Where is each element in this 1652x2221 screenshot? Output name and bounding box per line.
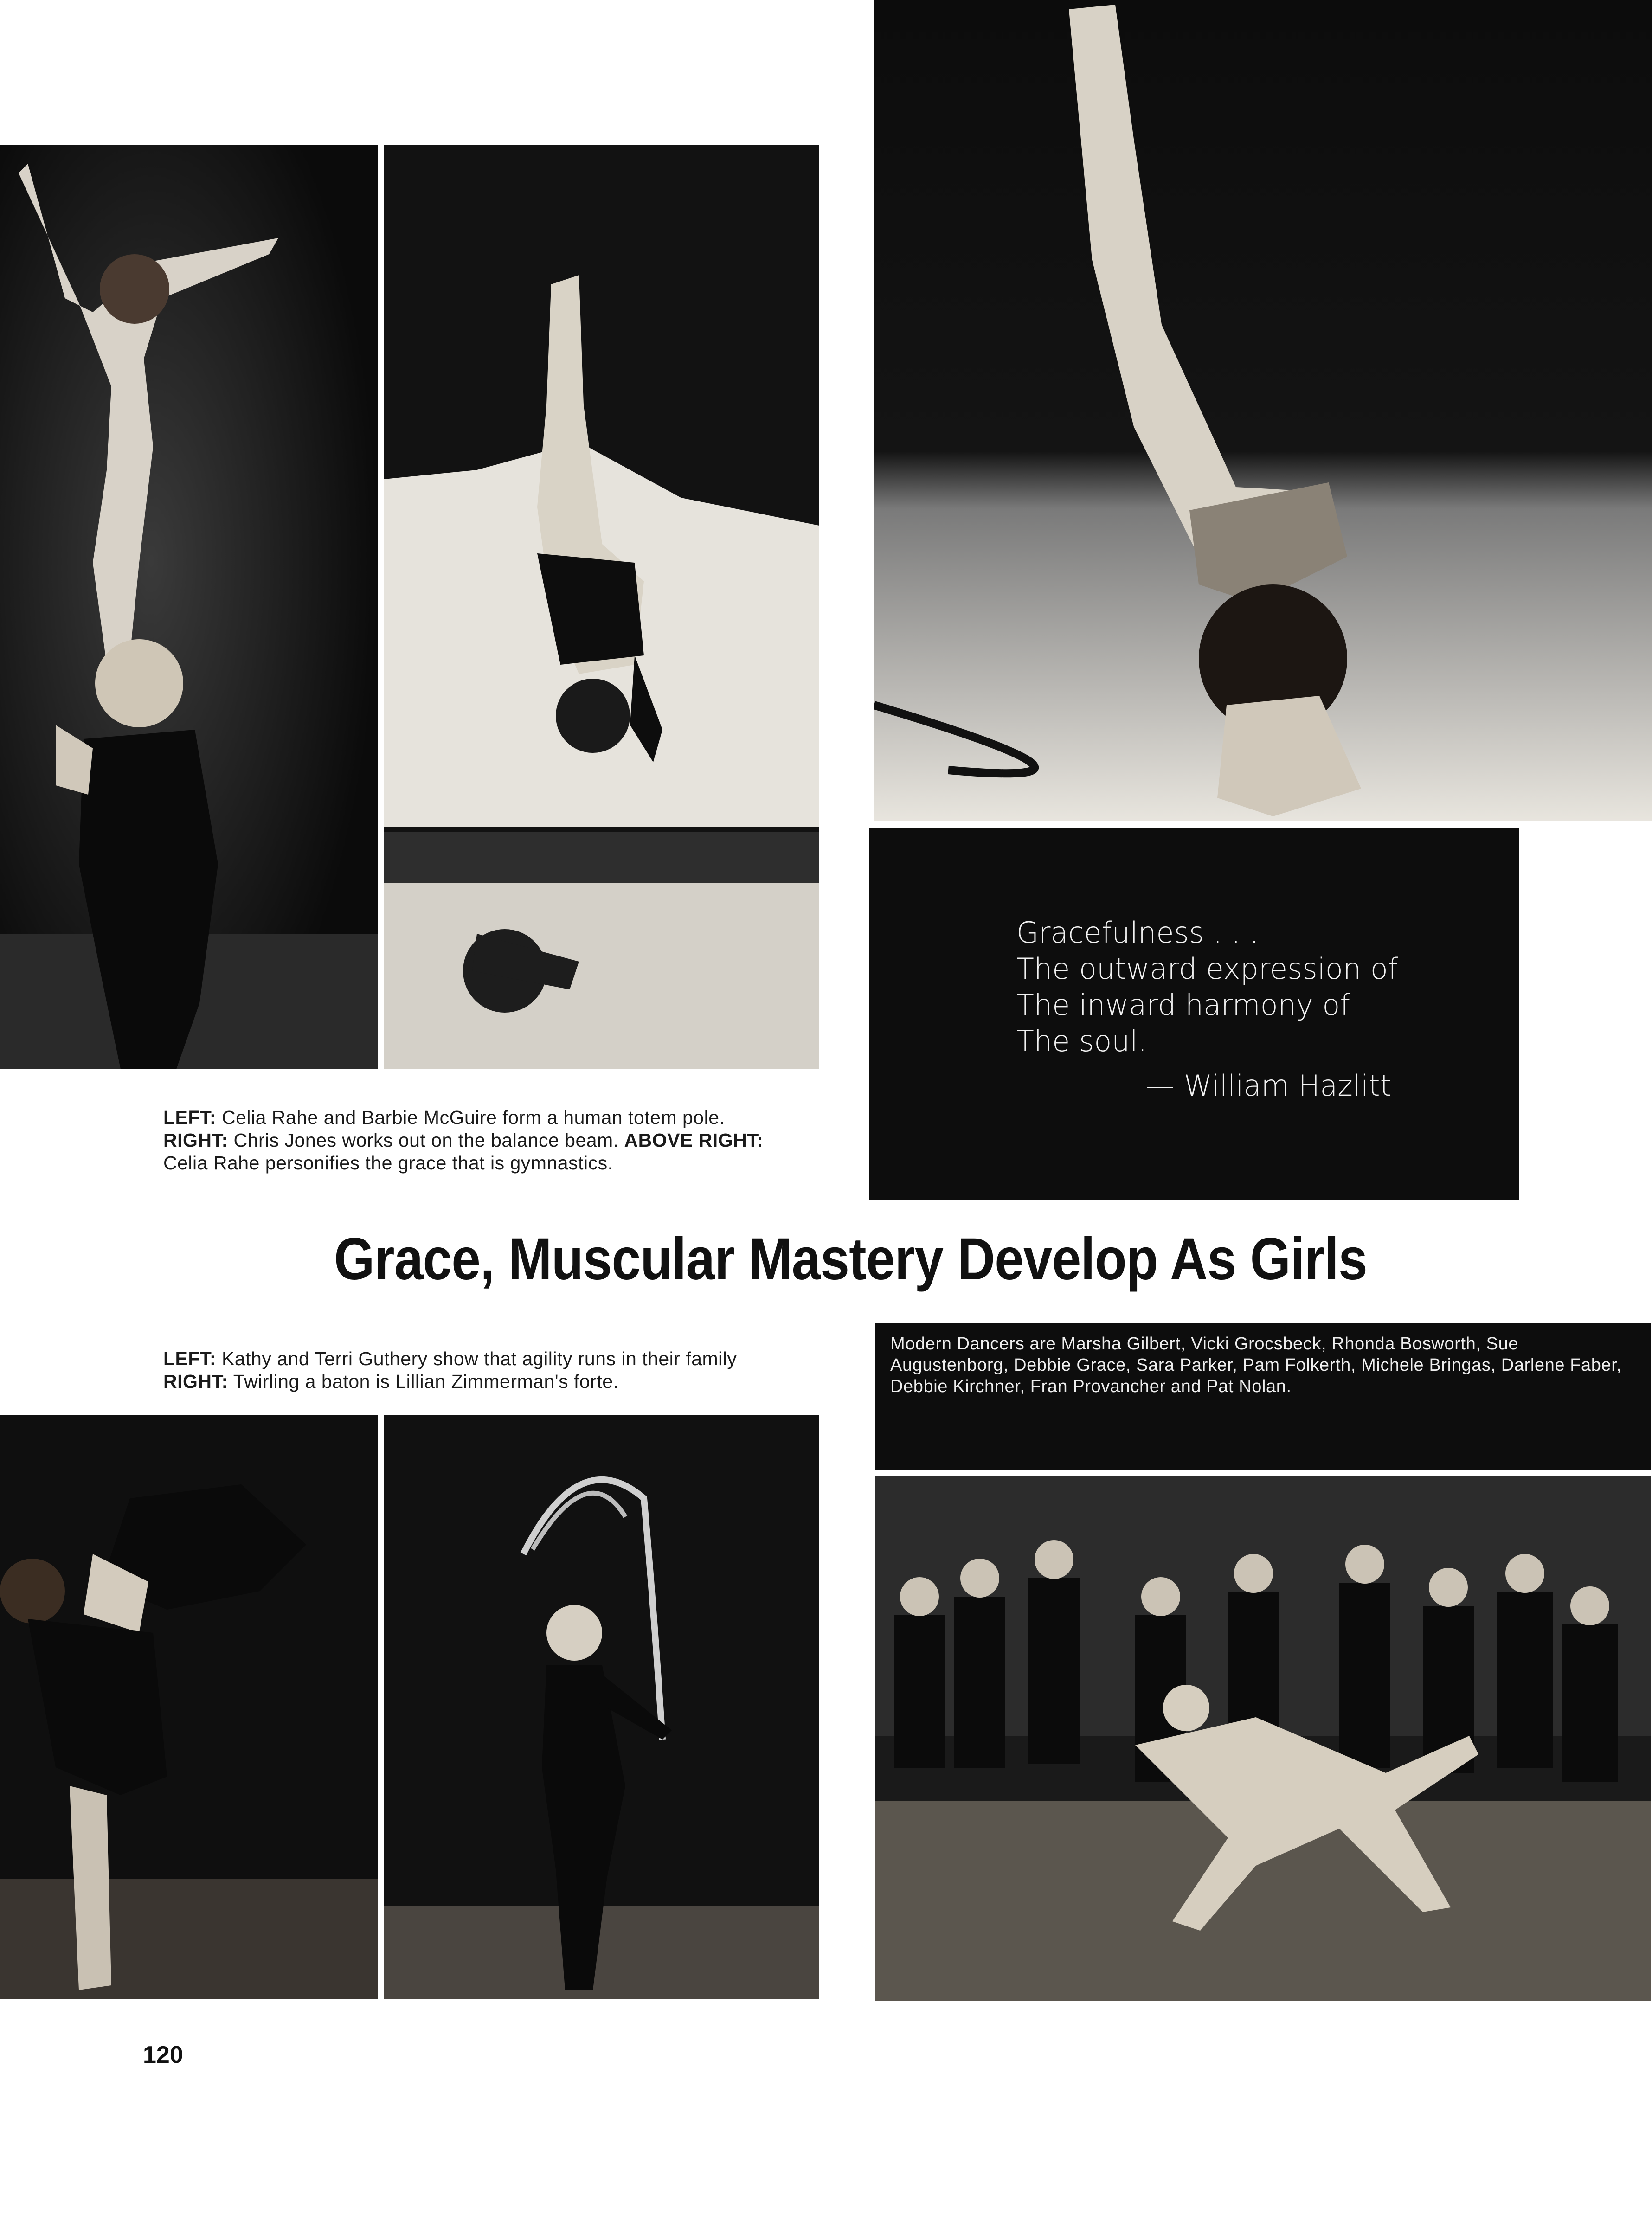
photo-baton-twirling: [384, 1415, 819, 1999]
photo-family-agility: [0, 1415, 378, 1999]
quote-attribution: — William Hazlitt: [1146, 1069, 1391, 1103]
gymnast-grace-image: [874, 0, 1652, 821]
quote-line-3: The inward harmony of: [1016, 988, 1350, 1022]
photo-modern-dancers: [875, 1476, 1651, 2001]
headline: Grace, Muscular Mastery Develop As Girls: [334, 1226, 1367, 1292]
caption-top-right-text: Chris Jones works out on the balance beam.: [228, 1130, 624, 1151]
caption-bottom-left-label: LEFT:: [163, 1348, 217, 1369]
caption-bottom-right-text: Twirling a baton is Lillian Zimmerman's forte.: [228, 1371, 619, 1392]
quote-line-1: Gracefulness . . .: [1016, 916, 1259, 950]
quote-line-4: The soul.: [1016, 1024, 1147, 1058]
photo-gymnast-grace: [874, 0, 1652, 821]
caption-top-above-right-label: ABOVE RIGHT:: [624, 1130, 764, 1151]
photo-balance-beam: [384, 145, 819, 1069]
page-number: 120: [143, 2041, 183, 2068]
caption-bottom-right-label: RIGHT:: [163, 1371, 228, 1392]
baton-image: [384, 1415, 819, 1999]
photo-human-totem-pole: [0, 145, 378, 1069]
caption-top-above-right-text: Celia Rahe personifies the grace that is gymnastics.: [163, 1152, 613, 1174]
caption-bottom-left-text: Kathy and Terri Guthery show that agility runs in their family: [216, 1348, 737, 1369]
caption-top-right-label: RIGHT:: [163, 1130, 228, 1151]
caption-top: [163, 1106, 822, 1175]
family-agility-image: [0, 1415, 378, 1999]
totem-pole-image: [0, 145, 378, 1069]
modern-dancers-caption: Modern Dancers are Marsha Gilbert, Vicki Grocsbeck, Rhonda Bosworth, Sue Augustenborg, Debbie Grace, Sara Parker, Pam Folkerth, Michele Bringas, Darlene Faber, Debbie Kirchner, Fran Provancher and Pat Nolan.: [875, 1323, 1651, 1470]
caption-bottom: [163, 1348, 822, 1393]
balance-beam-image: [384, 145, 819, 1069]
quote-box: [869, 828, 1519, 1200]
caption-top-left-text: Celia Rahe and Barbie McGuire form a human totem pole.: [216, 1107, 725, 1128]
caption-top-left-label: LEFT:: [163, 1107, 217, 1128]
quote-line-2: The outward expression of: [1016, 952, 1398, 986]
modern-dancers-image: [875, 1476, 1651, 2001]
